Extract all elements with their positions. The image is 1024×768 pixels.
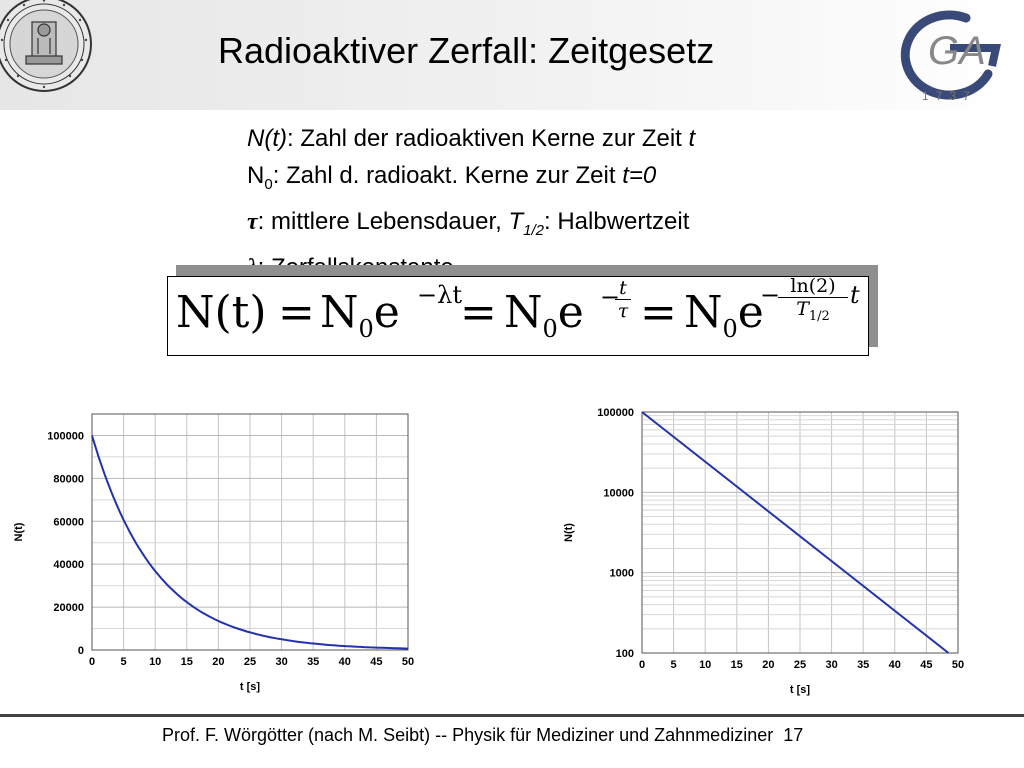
formula-box xyxy=(167,276,869,356)
x-tick-label: 25 xyxy=(243,656,257,668)
definition-line-1: N(t): Zahl der radioaktiven Kerne zur Zeit t xyxy=(247,125,696,152)
y-tick-label: 100000 xyxy=(47,430,84,443)
x-tick-label: 15 xyxy=(180,656,193,668)
y-tick-label: 20000 xyxy=(53,602,84,615)
x-tick-label: 20 xyxy=(212,656,225,668)
y-axis-label: N(t) xyxy=(13,522,25,542)
x-tick-label: 0 xyxy=(88,656,96,668)
y-tick-label: 10000 xyxy=(603,487,634,500)
x-axis-label: t [s] xyxy=(239,681,261,693)
formula-lhs: N(t) xyxy=(176,287,267,338)
definition-line-3: τ: mittlere Lebensdauer, $T_{1/2}$: Halbwertzeit xyxy=(247,207,690,239)
logo-year: 1737 xyxy=(922,89,977,103)
y-tick-label: 100 xyxy=(615,648,634,660)
formula-eq-1: = xyxy=(278,287,315,338)
formula-term-2: $N_0e$ xyxy=(504,287,584,343)
y-tick-label: 60000 xyxy=(53,516,84,529)
x-tick-label: 40 xyxy=(888,659,901,671)
footer-text: Prof. F. Wörgötter (nach M. Seibt) -- Physik für Mediziner und Zahnmediziner xyxy=(162,725,774,745)
x-tick-label: 45 xyxy=(370,656,383,668)
y-tick-label: 0 xyxy=(77,645,84,657)
x-tick-label: 0 xyxy=(638,659,646,671)
university-logo-icon xyxy=(892,4,1004,104)
x-tick-label: 20 xyxy=(762,659,775,671)
university-seal-icon xyxy=(0,0,94,94)
formula-term-1: $N_0e$ xyxy=(320,287,400,343)
formula-eq-2: = xyxy=(460,287,497,338)
chart-linear xyxy=(0,400,430,705)
x-tick-label: 30 xyxy=(275,656,288,668)
formula-minus-2: − xyxy=(760,281,781,309)
formula-eq-3: = xyxy=(640,287,677,338)
x-axis-label: t [s] xyxy=(789,684,811,696)
footer-divider xyxy=(0,714,1024,717)
formula-term-3: $N_0e$ xyxy=(684,287,764,343)
x-tick-label: 35 xyxy=(307,656,320,668)
formula-exp-1: −λt xyxy=(417,281,462,309)
definitions xyxy=(247,120,695,287)
x-tick-label: 15 xyxy=(730,659,743,671)
slide-title: Radioaktiver Zerfall: Zeitgesetz xyxy=(218,30,715,71)
chart-log xyxy=(545,400,985,705)
formula-frac-2: $\frac{\ln(2)}{T_{1/2}}$ xyxy=(778,275,848,324)
x-tick-label: 10 xyxy=(149,656,162,668)
y-tick-label: 1000 xyxy=(609,567,634,580)
x-tick-label: 50 xyxy=(401,656,415,668)
logo-letters: GA xyxy=(928,29,986,73)
footer xyxy=(162,725,803,746)
y-axis-label: N(t) xyxy=(563,523,575,542)
y-tick-label: 80000 xyxy=(53,473,84,486)
x-tick-label: 50 xyxy=(951,659,965,671)
formula-exp-t: t xyxy=(850,281,860,309)
x-tick-label: 30 xyxy=(825,659,838,671)
x-tick-label: 5 xyxy=(120,656,127,668)
x-tick-label: 35 xyxy=(857,659,870,671)
y-tick-label: 100000 xyxy=(597,407,634,419)
x-tick-label: 10 xyxy=(699,659,712,671)
definition-line-2: $N_0$: Zahl d. radioakt. Kerne zur Zeit t=0 xyxy=(247,162,657,193)
x-tick-label: 25 xyxy=(793,659,807,671)
x-tick-label: 40 xyxy=(338,656,351,668)
formula-frac-1: $\frac{t}{\tau}$ xyxy=(615,277,631,322)
x-tick-label: 5 xyxy=(670,659,677,671)
page-number: 17 xyxy=(783,725,804,745)
formula-minus-1: − xyxy=(600,283,621,311)
y-tick-label: 40000 xyxy=(53,559,84,572)
x-tick-label: 45 xyxy=(920,659,933,671)
